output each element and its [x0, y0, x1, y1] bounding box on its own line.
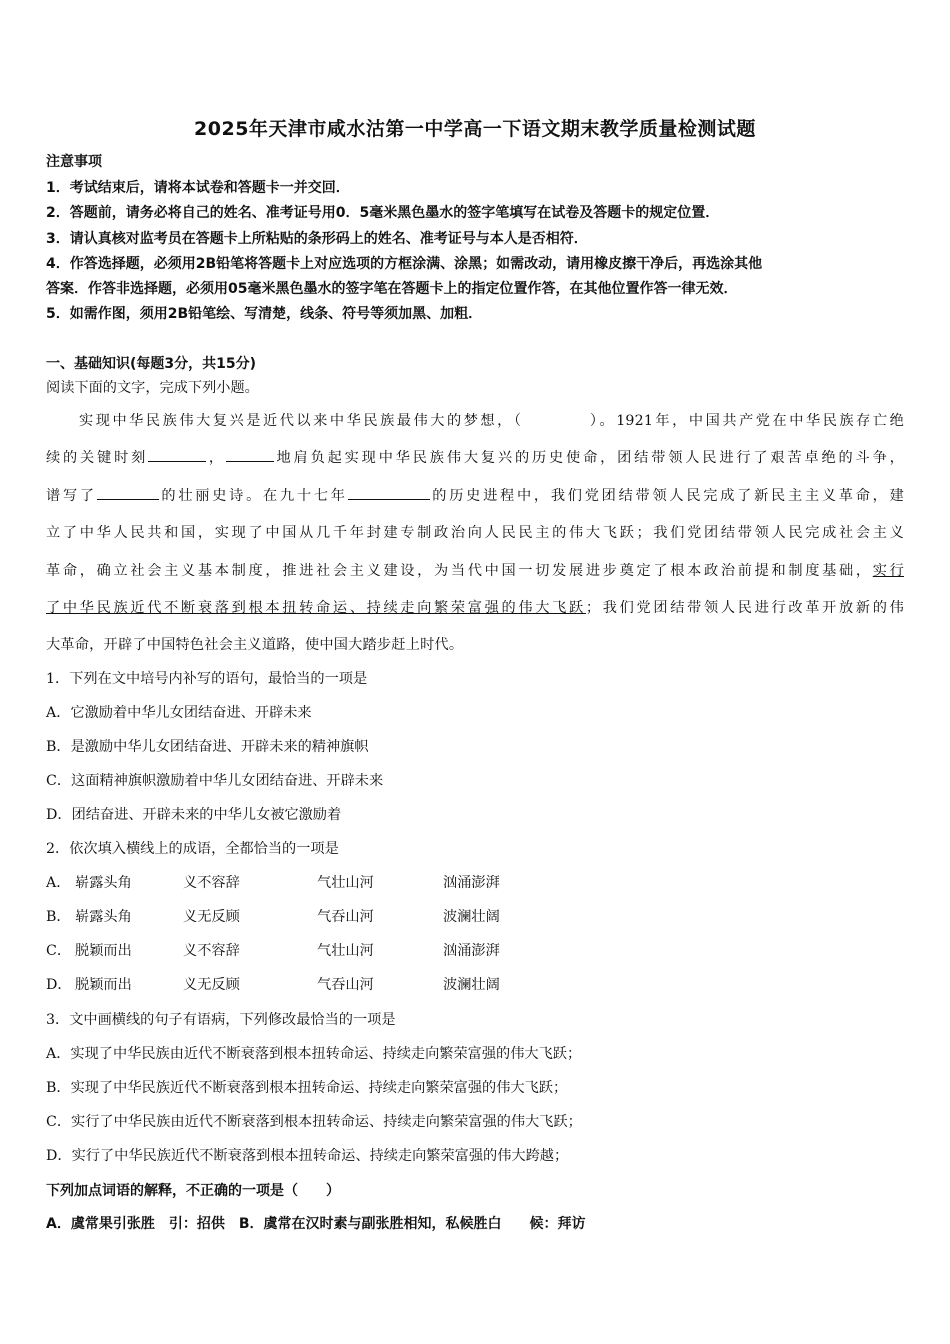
question-option: B．是激励中华儿女团结奋进、开辟未来的精神旗帜 [46, 739, 369, 755]
option-word: 气壮山河 [317, 943, 374, 959]
notice-item: 5．如需作图，须用2B铅笔绘、写清楚，线条、符号等须加黑、加粗． [46, 306, 483, 322]
option-word: 气壮山河 [317, 875, 374, 891]
underlined-sentence: 实行 [872, 563, 904, 579]
option-word: 汹涌澎湃 [443, 943, 500, 959]
passage-text: 谱写了 [46, 488, 97, 504]
passage-text: ， [206, 450, 226, 466]
passage-line [46, 597, 904, 617]
passage-text: 的历史进程中，我们党团结带领人民完成了新民主主义革命，建 [429, 488, 905, 504]
option-letter: C． [46, 943, 72, 959]
passage-text: 续的关键时刻 [46, 450, 149, 466]
passage-text: ）。1921年，中国共产党在中华民族存亡绝 [587, 413, 904, 429]
question-stem: 下列加点词语的解释，不正确的一项是（ ） [46, 1183, 340, 1199]
passage-text: 实现中华民族伟大复兴是近代以来中华民族最伟大的梦想，（ [79, 413, 524, 429]
question-option: B．实现了中华民族近代不断衰落到根本扭转命运、持续走向繁荣富强的伟大飞跃； [46, 1080, 568, 1096]
option-word: 崭露头角 [75, 875, 132, 891]
fill-blank [97, 485, 159, 500]
passage-line [46, 447, 904, 467]
fill-blank [348, 485, 430, 500]
option-word: 汹涌澎湃 [443, 875, 500, 891]
option-word: 义无反顾 [183, 977, 240, 993]
option-letter: A． [46, 875, 71, 891]
exam-title: 2025年天津市咸水沽第一中学高一下语文期末教学质量检测试题 [194, 118, 756, 140]
option-letter: B． [46, 909, 71, 925]
question-stem: 3．文中画横线的句子有语病，下列修改最恰当的一项是 [46, 1012, 396, 1028]
passage-line [46, 410, 904, 430]
passage-text: 的壮丽史诗。在九十七年 [158, 488, 348, 504]
passage-line: 大革命，开辟了中国特色社会主义道路，使中国大踏步赶上时代。 [46, 637, 464, 653]
section-heading: 一、基础知识(每题3分，共15分) [46, 356, 257, 372]
notice-item: 4．作答选择题，必须用2B铅笔将答题卡上对应选项的方框涂满、涂黑；如需改动，请用橡皮擦干净后，再选涂其他 [46, 256, 763, 272]
question-option: C．实行了中华民族由近代不断衰落到根本扭转命运、持续走向繁荣富强的伟大飞跃； [46, 1114, 582, 1130]
question-option: A．它激励着中华儿女团结奋进、开辟未来 [46, 705, 312, 721]
passage-text: ；我们党团结带领人民进行改革开放新的伟 [585, 600, 904, 616]
passage-line [46, 485, 904, 505]
passage-text: 地肩负起实现中华民族伟大复兴的历史使命，团结带领人民进行了艰苦卓绝的斗争， [273, 450, 905, 466]
option-word: 脱颖而出 [75, 943, 132, 959]
notice-item: 答案．作答非选择题，必须用05毫米黑色墨水的签字笔在答题卡上的指定位置作答，在其他位置作答一律无效． [46, 281, 738, 297]
option-word: 义不容辞 [183, 943, 240, 959]
option-word: 波澜壮阔 [443, 909, 500, 925]
passage-text: 革命，确立社会主义基本制度，推进社会主义建设，为当代中国一切发展进步奠定了根本政治前提和制度基础， [46, 563, 873, 579]
question-option: C．这面精神旗帜激励着中华儿女团结奋进、开辟未来 [46, 773, 384, 789]
question-option: A．实现了中华民族由近代不断衰落到根本扭转命运、持续走向繁荣富强的伟大飞跃； [46, 1046, 582, 1062]
option-word: 崭露头角 [75, 909, 132, 925]
fill-blank [226, 447, 274, 462]
question-option: D．团结奋进、开辟未来的中华儿女被它激励着 [46, 807, 342, 823]
question-stem: 1．下列在文中培号内补写的语句，最恰当的一项是 [46, 671, 368, 687]
reading-instruction: 阅读下面的文字，完成下列小题。 [46, 380, 259, 396]
notice-item: 2．答题前，请务必将自己的姓名、准考证号用0．5毫米黑色墨水的签字笔填写在试卷及答题卡的规定位置． [46, 205, 720, 221]
fill-blank [148, 447, 206, 462]
option-word: 气吞山河 [317, 977, 374, 993]
option-word: 波澜壮阔 [443, 977, 500, 993]
notice-heading: 注意事项 [46, 154, 102, 170]
passage-line [46, 560, 904, 580]
option-word: 义不容辞 [183, 875, 240, 891]
option-word: 气吞山河 [317, 909, 374, 925]
option-word: 脱颖而出 [75, 977, 132, 993]
option-letter: D． [46, 977, 72, 993]
option-word: 义无反顾 [183, 909, 240, 925]
passage-line: 立了中华人民共和国，实现了中国从几千年封建专制政治向人民民主的伟大飞跃；我们党团结带领人民完成社会主义 [46, 525, 904, 541]
notice-item: 1．考试结束后，请将本试卷和答题卡一并交回． [46, 180, 350, 196]
question-stem: 2．依次填入横线上的成语，全都恰当的一项是 [46, 841, 339, 857]
underlined-sentence: 了中华民族近代不断衰落到根本扭转命运、持续走向繁荣富强的伟大飞跃 [46, 600, 586, 616]
notice-item: 3．请认真核对监考员在答题卡上所粘贴的条形码上的姓名、准考证号与本人是否相符． [46, 231, 588, 247]
question-options: A．虞常果引张胜 引：招供 B．虞常在汉时素与副张胜相知，私候胜白 候：拜访 [46, 1216, 586, 1232]
question-option: D．实行了中华民族近代不断衰落到根本扭转命运、持续走向繁荣富强的伟大跨越； [46, 1148, 569, 1164]
